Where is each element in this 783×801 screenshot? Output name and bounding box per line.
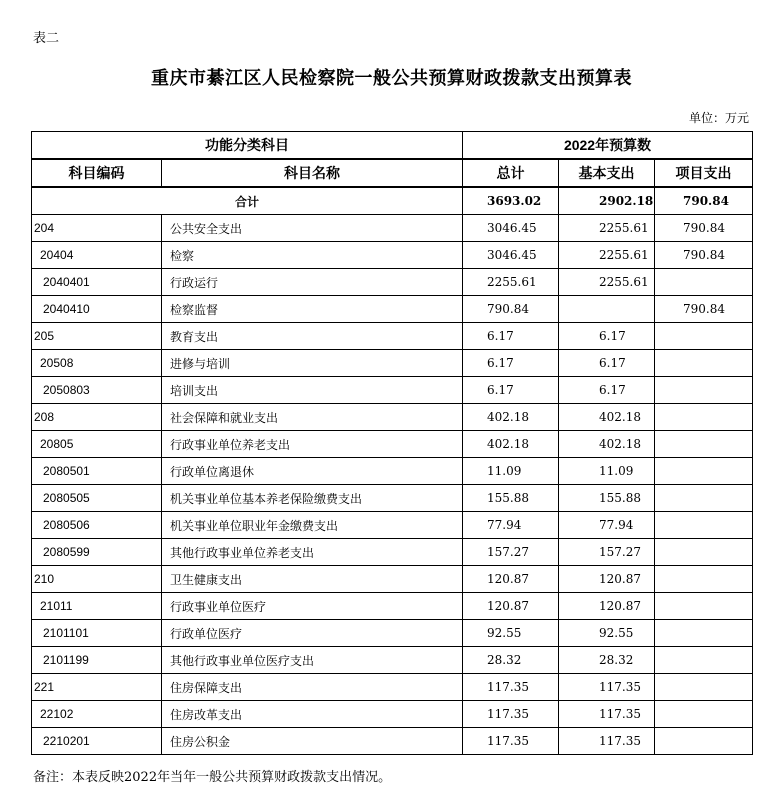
header-function-category: 功能分类科目 [32,132,463,160]
row-total: 117.35 [463,701,559,728]
row-name: 行政事业单位养老支出 [162,431,463,458]
row-project [655,404,753,431]
row-total: 120.87 [463,566,559,593]
row-project [655,512,753,539]
total-row [32,187,753,215]
table-row [32,242,753,269]
row-total: 790.84 [463,296,559,323]
header-name: 科目名称 [162,159,463,187]
table-row [32,431,753,458]
row-project [655,701,753,728]
row-basic: 117.35 [559,701,655,728]
table-row [32,566,753,593]
row-basic [559,296,655,323]
row-basic: 6.17 [559,350,655,377]
table-row [32,458,753,485]
row-total: 6.17 [463,323,559,350]
row-name: 行政单位医疗 [162,620,463,647]
table-row [32,512,753,539]
row-basic: 6.17 [559,377,655,404]
row-name: 检察 [162,242,463,269]
row-code: 208 [32,404,162,431]
row-project: 790.84 [655,296,753,323]
row-basic: 11.09 [559,458,655,485]
row-project [655,566,753,593]
row-project: 790.84 [655,242,753,269]
table-row [32,485,753,512]
row-basic: 2255.61 [559,215,655,242]
row-total: 2255.61 [463,269,559,296]
row-total: 6.17 [463,377,559,404]
row-project [655,269,753,296]
row-code: 2040401 [32,269,162,296]
table-row [32,404,753,431]
row-project [655,485,753,512]
table-row [32,647,753,674]
row-project [655,431,753,458]
row-project [655,593,753,620]
row-code: 210 [32,566,162,593]
row-code: 20508 [32,350,162,377]
row-project: 790.84 [655,215,753,242]
row-project [655,377,753,404]
row-basic: 402.18 [559,431,655,458]
row-total: 28.32 [463,647,559,674]
row-total: 120.87 [463,593,559,620]
row-name: 住房改革支出 [162,701,463,728]
row-project [655,323,753,350]
table-row [32,539,753,566]
row-basic: 157.27 [559,539,655,566]
row-project [655,674,753,701]
row-name: 社会保障和就业支出 [162,404,463,431]
row-total: 92.55 [463,620,559,647]
row-code: 2101199 [32,647,162,674]
row-basic: 402.18 [559,404,655,431]
row-name: 其他行政事业单位医疗支出 [162,647,463,674]
row-total: 3046.45 [463,242,559,269]
table-row [32,215,753,242]
header-code: 科目编码 [32,159,162,187]
row-name: 教育支出 [162,323,463,350]
table-row [32,377,753,404]
row-code: 21011 [32,593,162,620]
row-project [655,647,753,674]
table-row [32,701,753,728]
row-code: 205 [32,323,162,350]
row-name: 培训支出 [162,377,463,404]
row-name: 公共安全支出 [162,215,463,242]
table-row [32,620,753,647]
row-code: 2080501 [32,458,162,485]
row-total: 157.27 [463,539,559,566]
row-name: 住房保障支出 [162,674,463,701]
header-basic: 基本支出 [559,159,655,187]
row-code: 2050803 [32,377,162,404]
row-basic: 28.32 [559,647,655,674]
row-total: 402.18 [463,431,559,458]
row-code: 2080505 [32,485,162,512]
row-total: 6.17 [463,350,559,377]
row-basic: 92.55 [559,620,655,647]
header-project: 项目支出 [655,159,753,187]
total-label: 合计 [32,187,463,215]
row-code: 2080506 [32,512,162,539]
table-row [32,350,753,377]
footnote: 备注：本表反映2022年当年一般公共预算财政拨款支出情况。 [33,770,392,785]
row-project [655,350,753,377]
total-project: 790.84 [655,187,753,215]
row-name: 检察监督 [162,296,463,323]
row-code: 20404 [32,242,162,269]
unit-label: 单位：万元 [688,111,749,125]
row-basic: 117.35 [559,674,655,701]
row-name: 机关事业单位职业年金缴费支出 [162,512,463,539]
row-basic: 155.88 [559,485,655,512]
row-code: 2101101 [32,620,162,647]
row-name: 进修与培训 [162,350,463,377]
row-total: 3046.45 [463,215,559,242]
row-project [655,728,753,755]
row-name: 行政事业单位医疗 [162,593,463,620]
row-code: 221 [32,674,162,701]
row-code: 204 [32,215,162,242]
table-row [32,593,753,620]
row-basic: 6.17 [559,323,655,350]
row-code: 2210201 [32,728,162,755]
row-code: 2080599 [32,539,162,566]
row-total: 117.35 [463,674,559,701]
row-project [655,458,753,485]
row-basic: 117.35 [559,728,655,755]
row-name: 住房公积金 [162,728,463,755]
row-name: 行政单位离退休 [162,458,463,485]
total-basic: 2902.18 [559,187,655,215]
budget-table [31,131,753,755]
row-total: 402.18 [463,404,559,431]
row-name: 机关事业单位基本养老保险缴费支出 [162,485,463,512]
row-name: 行政运行 [162,269,463,296]
row-name: 卫生健康支出 [162,566,463,593]
row-basic: 120.87 [559,566,655,593]
row-basic: 2255.61 [559,269,655,296]
row-basic: 2255.61 [559,242,655,269]
total-total: 3693.02 [463,187,559,215]
page-title: 重庆市綦江区人民检察院一般公共预算财政拨款支出预算表 [151,68,632,89]
row-basic: 77.94 [559,512,655,539]
table-row [32,674,753,701]
row-name: 其他行政事业单位养老支出 [162,539,463,566]
table-row [32,728,753,755]
row-project [655,539,753,566]
row-code: 22102 [32,701,162,728]
row-code: 20805 [32,431,162,458]
row-basic: 120.87 [559,593,655,620]
row-project [655,620,753,647]
table-row [32,269,753,296]
row-total: 11.09 [463,458,559,485]
row-total: 77.94 [463,512,559,539]
table-row [32,296,753,323]
row-code: 2040410 [32,296,162,323]
table-tag: 表二 [33,31,60,46]
row-total: 155.88 [463,485,559,512]
table-row [32,323,753,350]
header-budget-2022: 2022年预算数 [463,132,753,160]
header-total: 总计 [463,159,559,187]
row-total: 117.35 [463,728,559,755]
